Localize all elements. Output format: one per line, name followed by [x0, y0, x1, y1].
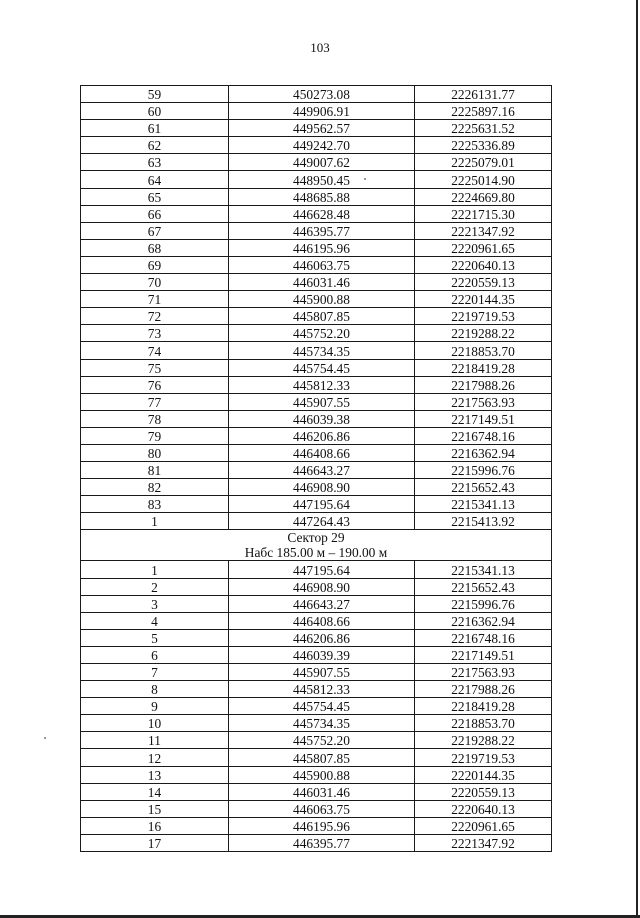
sector-header-cell — [81, 530, 552, 561]
x-coordinate-cell: 445812.33 — [229, 681, 415, 698]
x-coordinate-cell: 446643.27 — [229, 462, 415, 479]
table-row — [81, 595, 552, 612]
x-coordinate-cell: 446039.38 — [229, 410, 415, 427]
y-coordinate-cell: 2218853.70 — [415, 715, 552, 732]
x-coordinate-cell: 446206.86 — [229, 427, 415, 444]
table-row — [81, 427, 552, 444]
x-coordinate-cell: 446195.96 — [229, 239, 415, 256]
table-row — [81, 462, 552, 479]
y-coordinate-cell: 2221347.92 — [415, 834, 552, 851]
table-row — [81, 578, 552, 595]
y-coordinate-cell: 2220559.13 — [415, 274, 552, 291]
table-row — [81, 359, 552, 376]
x-coordinate-cell: 446039.39 — [229, 646, 415, 663]
point-number-cell: 12 — [81, 749, 229, 766]
x-coordinate-cell: 445807.85 — [229, 308, 415, 325]
y-coordinate-cell: 2215341.13 — [415, 496, 552, 513]
table-row — [81, 612, 552, 629]
table-row — [81, 681, 552, 698]
point-number-cell: 73 — [81, 325, 229, 342]
x-coordinate-cell: 446063.75 — [229, 256, 415, 273]
x-coordinate-cell: 446063.75 — [229, 800, 415, 817]
table-row — [81, 325, 552, 342]
table-row — [81, 513, 552, 530]
table-row — [81, 732, 552, 749]
y-coordinate-cell: 2220144.35 — [415, 766, 552, 783]
y-coordinate-cell: 2216748.16 — [415, 427, 552, 444]
point-number-cell: 82 — [81, 479, 229, 496]
y-coordinate-cell: 2225014.90 — [415, 171, 552, 188]
x-coordinate-cell: 445754.45 — [229, 698, 415, 715]
point-number-cell: 78 — [81, 410, 229, 427]
x-coordinate-cell: 445812.33 — [229, 376, 415, 393]
y-coordinate-cell: 2220559.13 — [415, 783, 552, 800]
table-row — [81, 205, 552, 222]
x-coordinate-cell: 445907.55 — [229, 664, 415, 681]
x-coordinate-cell: 446395.77 — [229, 222, 415, 239]
table-row — [81, 222, 552, 239]
y-coordinate-cell: 2216748.16 — [415, 629, 552, 646]
table-row — [81, 834, 552, 851]
y-coordinate-cell: 2217149.51 — [415, 410, 552, 427]
table-row — [81, 291, 552, 308]
x-coordinate-cell: 445752.20 — [229, 732, 415, 749]
y-coordinate-cell: 2220961.65 — [415, 239, 552, 256]
x-coordinate-cell: 449242.70 — [229, 137, 415, 154]
point-number-cell: 70 — [81, 274, 229, 291]
x-coordinate-cell: 447195.64 — [229, 496, 415, 513]
page-number: 103 — [310, 40, 330, 55]
point-number-cell: 64 — [81, 171, 229, 188]
point-number-cell: 72 — [81, 308, 229, 325]
x-coordinate-cell: 445900.88 — [229, 766, 415, 783]
point-number-cell: 3 — [81, 595, 229, 612]
scan-border-right — [636, 0, 638, 918]
x-coordinate-cell: 445734.35 — [229, 715, 415, 732]
y-coordinate-cell: 2220640.13 — [415, 256, 552, 273]
point-number-cell: 10 — [81, 715, 229, 732]
point-number-cell: 16 — [81, 817, 229, 834]
x-coordinate-cell: 446408.66 — [229, 612, 415, 629]
y-coordinate-cell: 2215413.92 — [415, 513, 552, 530]
x-coordinate-cell: 445807.85 — [229, 749, 415, 766]
y-coordinate-cell: 2221715.30 — [415, 205, 552, 222]
x-coordinate-cell: 445752.20 — [229, 325, 415, 342]
y-coordinate-cell: 2221347.92 — [415, 222, 552, 239]
point-number-cell: 69 — [81, 256, 229, 273]
table-row — [81, 86, 552, 103]
y-coordinate-cell: 2215341.13 — [415, 561, 552, 578]
y-coordinate-cell: 2218853.70 — [415, 342, 552, 359]
point-number-cell: 65 — [81, 188, 229, 205]
coordinates-table — [80, 85, 552, 852]
sector-title: Сектор 29 — [287, 530, 345, 546]
point-number-cell: 5 — [81, 629, 229, 646]
x-coordinate-cell: 446908.90 — [229, 479, 415, 496]
x-coordinate-cell: 446395.77 — [229, 834, 415, 851]
y-coordinate-cell: 2226131.77 — [415, 86, 552, 103]
point-number-cell: 6 — [81, 646, 229, 663]
y-coordinate-cell: 2225897.16 — [415, 103, 552, 120]
table-row — [81, 664, 552, 681]
x-coordinate-cell: 446206.86 — [229, 629, 415, 646]
point-number-cell: 60 — [81, 103, 229, 120]
point-number-cell: 76 — [81, 376, 229, 393]
x-coordinate-cell: 446628.48 — [229, 205, 415, 222]
table-row — [81, 376, 552, 393]
table-row — [81, 137, 552, 154]
point-number-cell: 79 — [81, 427, 229, 444]
y-coordinate-cell: 2217988.26 — [415, 376, 552, 393]
table-row — [81, 188, 552, 205]
y-coordinate-cell: 2225079.01 — [415, 154, 552, 171]
point-number-cell: 80 — [81, 444, 229, 461]
table-row — [81, 698, 552, 715]
point-number-cell: 71 — [81, 291, 229, 308]
table-row — [81, 444, 552, 461]
point-number-cell: 83 — [81, 496, 229, 513]
y-coordinate-cell: 2217988.26 — [415, 681, 552, 698]
point-number-cell: 68 — [81, 239, 229, 256]
table-row — [81, 103, 552, 120]
y-coordinate-cell: 2215652.43 — [415, 578, 552, 595]
sector-height-range: Набс 185.00 м – 190.00 м — [244, 545, 388, 561]
point-number-cell: 77 — [81, 393, 229, 410]
point-number-cell: 1 — [81, 513, 229, 530]
x-coordinate-cell: 447195.64 — [229, 561, 415, 578]
table-row — [81, 561, 552, 578]
x-coordinate-cell: 446195.96 — [229, 817, 415, 834]
x-coordinate-cell: 449007.62 — [229, 154, 415, 171]
sector-header-row — [81, 530, 552, 561]
table-row — [81, 715, 552, 732]
x-coordinate-cell: 445900.88 — [229, 291, 415, 308]
x-coordinate-cell: 448685.88 — [229, 188, 415, 205]
table-row — [81, 239, 552, 256]
point-number-cell: 4 — [81, 612, 229, 629]
point-number-cell: 63 — [81, 154, 229, 171]
point-number-cell: 9 — [81, 698, 229, 715]
y-coordinate-cell: 2215652.43 — [415, 479, 552, 496]
point-number-cell: 67 — [81, 222, 229, 239]
y-coordinate-cell: 2217149.51 — [415, 646, 552, 663]
point-number-cell: 8 — [81, 681, 229, 698]
table-row — [81, 783, 552, 800]
x-coordinate-cell: 446031.46 — [229, 783, 415, 800]
y-coordinate-cell: 2219288.22 — [415, 732, 552, 749]
x-coordinate-cell: 446643.27 — [229, 595, 415, 612]
x-coordinate-cell: 445907.55 — [229, 393, 415, 410]
x-coordinate-cell: 445754.45 — [229, 359, 415, 376]
x-coordinate-cell: 446408.66 — [229, 444, 415, 461]
table-row — [81, 308, 552, 325]
table-row — [81, 171, 552, 188]
x-coordinate-cell: 446031.46 — [229, 274, 415, 291]
y-coordinate-cell: 2217563.93 — [415, 393, 552, 410]
x-coordinate-cell: 447264.43 — [229, 513, 415, 530]
y-coordinate-cell: 2225336.89 — [415, 137, 552, 154]
y-coordinate-cell: 2217563.93 — [415, 664, 552, 681]
point-number-cell: 74 — [81, 342, 229, 359]
table-row — [81, 120, 552, 137]
table-row — [81, 766, 552, 783]
y-coordinate-cell: 2224669.80 — [415, 188, 552, 205]
table-row — [81, 393, 552, 410]
x-coordinate-cell: 445734.35 — [229, 342, 415, 359]
table-row — [81, 629, 552, 646]
table-row — [81, 154, 552, 171]
x-coordinate-cell: 446908.90 — [229, 578, 415, 595]
y-coordinate-cell: 2218419.28 — [415, 359, 552, 376]
point-number-cell: 7 — [81, 664, 229, 681]
table-row — [81, 817, 552, 834]
table-row — [81, 410, 552, 427]
table-row — [81, 256, 552, 273]
y-coordinate-cell: 2225631.52 — [415, 120, 552, 137]
table-row — [81, 749, 552, 766]
point-number-cell: 13 — [81, 766, 229, 783]
y-coordinate-cell: 2219288.22 — [415, 325, 552, 342]
point-number-cell: 59 — [81, 86, 229, 103]
x-coordinate-cell: 450273.08 — [229, 86, 415, 103]
y-coordinate-cell: 2220640.13 — [415, 800, 552, 817]
y-coordinate-cell: 2220144.35 — [415, 291, 552, 308]
point-number-cell: 61 — [81, 120, 229, 137]
table-row — [81, 800, 552, 817]
table-row — [81, 342, 552, 359]
y-coordinate-cell: 2216362.94 — [415, 444, 552, 461]
x-coordinate-cell: 448950.45 — [229, 171, 415, 188]
point-number-cell: 62 — [81, 137, 229, 154]
point-number-cell: 81 — [81, 462, 229, 479]
y-coordinate-cell: 2215996.76 — [415, 462, 552, 479]
table-row — [81, 274, 552, 291]
y-coordinate-cell: 2216362.94 — [415, 612, 552, 629]
point-number-cell: 75 — [81, 359, 229, 376]
y-coordinate-cell: 2218419.28 — [415, 698, 552, 715]
table-row — [81, 479, 552, 496]
table-body-part1 — [81, 86, 552, 530]
point-number-cell: 66 — [81, 205, 229, 222]
point-number-cell: 1 — [81, 561, 229, 578]
point-number-cell: 11 — [81, 732, 229, 749]
table-row — [81, 496, 552, 513]
y-coordinate-cell: 2219719.53 — [415, 308, 552, 325]
point-number-cell: 17 — [81, 834, 229, 851]
y-coordinate-cell: 2215996.76 — [415, 595, 552, 612]
point-number-cell: 2 — [81, 578, 229, 595]
x-coordinate-cell: 449906.91 — [229, 103, 415, 120]
point-number-cell: 15 — [81, 800, 229, 817]
point-number-cell: 14 — [81, 783, 229, 800]
y-coordinate-cell: 2219719.53 — [415, 749, 552, 766]
sector-header-body — [81, 530, 552, 561]
scan-speck — [44, 737, 46, 739]
table-body-part2 — [81, 561, 552, 852]
x-coordinate-cell: 449562.57 — [229, 120, 415, 137]
y-coordinate-cell: 2220961.65 — [415, 817, 552, 834]
table-row — [81, 646, 552, 663]
